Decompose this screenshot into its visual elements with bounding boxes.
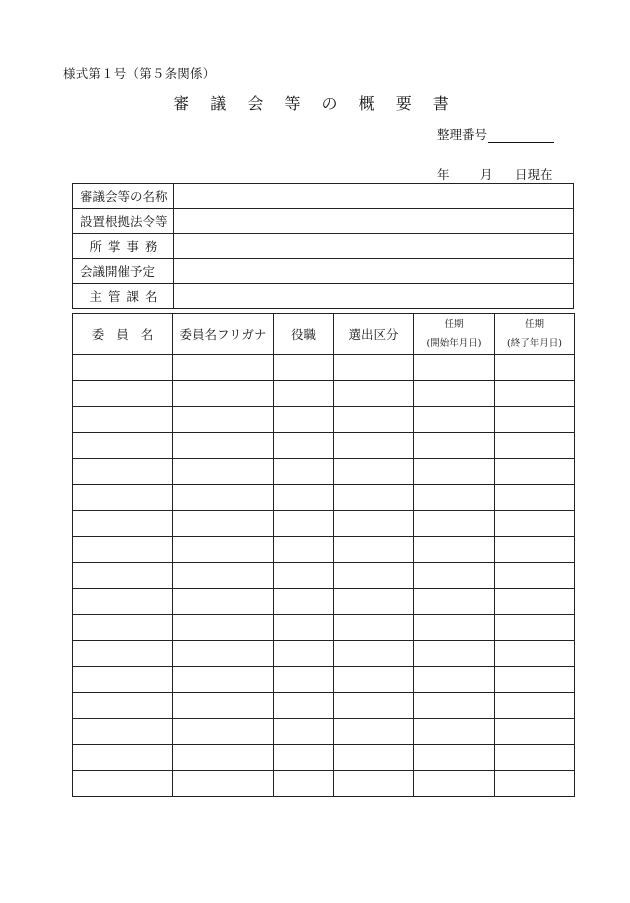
header-member-name: 委員名 bbox=[73, 314, 173, 355]
member-term-start-cell[interactable] bbox=[414, 355, 495, 381]
member-name-cell[interactable] bbox=[73, 641, 173, 667]
member-term-start-cell[interactable] bbox=[414, 693, 495, 719]
member-name-cell[interactable] bbox=[73, 433, 173, 459]
member-term-end-cell[interactable] bbox=[495, 615, 575, 641]
header-selection-category: 選出区分 bbox=[334, 314, 414, 355]
member-term-end-cell[interactable] bbox=[495, 459, 575, 485]
member-selection-cell[interactable] bbox=[334, 563, 414, 589]
header-member-furigana: 委員名フリガナ bbox=[173, 314, 274, 355]
member-term-end-cell[interactable] bbox=[495, 589, 575, 615]
member-row bbox=[73, 667, 575, 693]
member-position-cell[interactable] bbox=[274, 537, 334, 563]
header-term-end-sub: (終了年月日) bbox=[507, 337, 562, 349]
member-furigana-cell[interactable] bbox=[173, 485, 274, 511]
member-furigana-cell[interactable] bbox=[173, 511, 274, 537]
member-furigana-cell[interactable] bbox=[173, 615, 274, 641]
reference-number-row bbox=[437, 125, 554, 143]
member-term-end-cell[interactable] bbox=[495, 537, 575, 563]
member-row bbox=[73, 381, 575, 407]
member-name-cell[interactable] bbox=[73, 485, 173, 511]
member-position-cell[interactable] bbox=[274, 641, 334, 667]
member-term-start-cell[interactable] bbox=[414, 407, 495, 433]
member-row bbox=[73, 615, 575, 641]
member-position-cell[interactable] bbox=[274, 459, 334, 485]
member-term-end-cell[interactable] bbox=[495, 563, 575, 589]
member-selection-cell[interactable] bbox=[334, 381, 414, 407]
member-term-start-cell[interactable] bbox=[414, 589, 495, 615]
member-furigana-cell[interactable] bbox=[173, 355, 274, 381]
member-furigana-cell[interactable] bbox=[173, 667, 274, 693]
member-furigana-cell[interactable] bbox=[173, 459, 274, 485]
member-position-cell[interactable] bbox=[274, 433, 334, 459]
member-position-cell[interactable] bbox=[274, 485, 334, 511]
member-position-cell[interactable] bbox=[274, 693, 334, 719]
summary-label: 所掌事務 bbox=[73, 234, 174, 259]
summary-value-field[interactable] bbox=[174, 284, 574, 309]
member-selection-cell[interactable] bbox=[334, 641, 414, 667]
member-position-cell[interactable] bbox=[274, 667, 334, 693]
member-name-cell[interactable] bbox=[73, 693, 173, 719]
member-row bbox=[73, 693, 575, 719]
member-rows bbox=[73, 355, 575, 797]
member-row bbox=[73, 485, 575, 511]
member-selection-cell[interactable] bbox=[334, 511, 414, 537]
member-row bbox=[73, 719, 575, 745]
member-position-cell[interactable] bbox=[274, 615, 334, 641]
member-selection-cell[interactable] bbox=[334, 433, 414, 459]
date-day-status-label: 日現在 bbox=[515, 167, 553, 182]
member-term-start-cell[interactable] bbox=[414, 719, 495, 745]
summary-value-field[interactable] bbox=[174, 234, 574, 259]
summary-row-legal-basis bbox=[73, 209, 574, 234]
member-row bbox=[73, 641, 575, 667]
member-term-start-cell[interactable] bbox=[414, 615, 495, 641]
summary-value-field[interactable] bbox=[174, 184, 574, 209]
member-selection-cell[interactable] bbox=[334, 745, 414, 771]
member-term-start-cell[interactable] bbox=[414, 459, 495, 485]
header-term-start-sub: (開始年月日) bbox=[426, 337, 482, 349]
member-name-cell[interactable] bbox=[73, 719, 173, 745]
member-term-end-cell[interactable] bbox=[495, 381, 575, 407]
header-term-end-title: 任期 bbox=[524, 318, 544, 330]
member-term-end-cell[interactable] bbox=[495, 641, 575, 667]
member-selection-cell[interactable] bbox=[334, 589, 414, 615]
member-name-cell[interactable] bbox=[73, 537, 173, 563]
member-name-cell[interactable] bbox=[73, 459, 173, 485]
summary-table bbox=[72, 183, 574, 309]
member-term-end-cell[interactable] bbox=[495, 693, 575, 719]
member-furigana-cell[interactable] bbox=[173, 563, 274, 589]
header-term-start-title: 任期 bbox=[444, 318, 464, 330]
member-furigana-cell[interactable] bbox=[173, 589, 274, 615]
header-term-start bbox=[414, 314, 495, 355]
header-position: 役職 bbox=[274, 314, 334, 355]
member-term-start-cell[interactable] bbox=[414, 745, 495, 771]
member-selection-cell[interactable] bbox=[334, 355, 414, 381]
reference-number-field[interactable] bbox=[488, 129, 554, 143]
summary-row-duties bbox=[73, 234, 574, 259]
member-term-start-cell[interactable] bbox=[414, 641, 495, 667]
member-term-start-cell[interactable] bbox=[414, 511, 495, 537]
member-row bbox=[73, 355, 575, 381]
member-position-cell[interactable] bbox=[274, 407, 334, 433]
member-term-end-cell[interactable] bbox=[495, 745, 575, 771]
member-furigana-cell[interactable] bbox=[173, 745, 274, 771]
member-name-cell[interactable] bbox=[73, 563, 173, 589]
header-term-end bbox=[495, 314, 575, 355]
member-furigana-cell[interactable] bbox=[173, 537, 274, 563]
member-row bbox=[73, 511, 575, 537]
member-furigana-cell[interactable] bbox=[173, 433, 274, 459]
member-selection-cell[interactable] bbox=[334, 771, 414, 797]
member-row bbox=[73, 407, 575, 433]
member-row bbox=[73, 589, 575, 615]
summary-value-field[interactable] bbox=[174, 209, 574, 234]
member-table-header bbox=[73, 314, 575, 355]
member-selection-cell[interactable] bbox=[334, 615, 414, 641]
member-selection-cell[interactable] bbox=[334, 667, 414, 693]
member-name-cell[interactable] bbox=[73, 407, 173, 433]
summary-label: 審議会等の名称 bbox=[73, 184, 174, 209]
member-position-cell[interactable] bbox=[274, 745, 334, 771]
member-position-cell[interactable] bbox=[274, 563, 334, 589]
date-year-label: 年 bbox=[437, 167, 450, 182]
member-term-end-cell[interactable] bbox=[495, 667, 575, 693]
member-term-end-cell[interactable] bbox=[495, 407, 575, 433]
member-term-start-cell[interactable] bbox=[414, 771, 495, 797]
member-name-cell[interactable] bbox=[73, 589, 173, 615]
member-term-start-cell[interactable] bbox=[414, 485, 495, 511]
member-name-cell[interactable] bbox=[73, 381, 173, 407]
form-number: 様式第１号（第５条関係） bbox=[63, 66, 216, 81]
member-position-cell[interactable] bbox=[274, 381, 334, 407]
member-term-start-cell[interactable] bbox=[414, 433, 495, 459]
member-row bbox=[73, 459, 575, 485]
member-position-cell[interactable] bbox=[274, 719, 334, 745]
member-name-cell[interactable] bbox=[73, 615, 173, 641]
member-term-end-cell[interactable] bbox=[495, 485, 575, 511]
member-furigana-cell[interactable] bbox=[173, 771, 274, 797]
member-furigana-cell[interactable] bbox=[173, 381, 274, 407]
member-term-start-cell[interactable] bbox=[414, 381, 495, 407]
summary-row-meeting-schedule bbox=[73, 259, 574, 284]
member-term-start-cell[interactable] bbox=[414, 537, 495, 563]
member-selection-cell[interactable] bbox=[334, 693, 414, 719]
member-row bbox=[73, 433, 575, 459]
member-position-cell[interactable] bbox=[274, 771, 334, 797]
member-name-cell[interactable] bbox=[73, 355, 173, 381]
member-selection-cell[interactable] bbox=[334, 459, 414, 485]
member-position-cell[interactable] bbox=[274, 589, 334, 615]
member-term-end-cell[interactable] bbox=[495, 511, 575, 537]
member-position-cell[interactable] bbox=[274, 511, 334, 537]
member-row bbox=[73, 771, 575, 797]
summary-label: 主管課名 bbox=[73, 284, 174, 309]
member-row bbox=[73, 537, 575, 563]
member-selection-cell[interactable] bbox=[334, 407, 414, 433]
member-row bbox=[73, 563, 575, 589]
member-furigana-cell[interactable] bbox=[173, 641, 274, 667]
reference-number-label: 整理番号 bbox=[437, 127, 488, 142]
member-furigana-cell[interactable] bbox=[173, 407, 274, 433]
member-term-start-cell[interactable] bbox=[414, 563, 495, 589]
member-term-end-cell[interactable] bbox=[495, 771, 575, 797]
member-term-end-cell[interactable] bbox=[495, 355, 575, 381]
summary-value-field[interactable] bbox=[174, 259, 574, 284]
summary-row-council-name bbox=[73, 184, 574, 209]
member-term-end-cell[interactable] bbox=[495, 433, 575, 459]
member-selection-cell[interactable] bbox=[334, 719, 414, 745]
member-row bbox=[73, 745, 575, 771]
member-selection-cell[interactable] bbox=[334, 537, 414, 563]
member-position-cell[interactable] bbox=[274, 355, 334, 381]
member-furigana-cell[interactable] bbox=[173, 719, 274, 745]
member-selection-cell[interactable] bbox=[334, 485, 414, 511]
summary-label: 会議開催予定 bbox=[73, 259, 174, 284]
member-term-start-cell[interactable] bbox=[414, 667, 495, 693]
document-title: 審 議 会 等 の 概 要 書 bbox=[173, 94, 457, 113]
member-name-cell[interactable] bbox=[73, 745, 173, 771]
member-furigana-cell[interactable] bbox=[173, 693, 274, 719]
member-term-end-cell[interactable] bbox=[495, 719, 575, 745]
member-name-cell[interactable] bbox=[73, 667, 173, 693]
member-name-cell[interactable] bbox=[73, 771, 173, 797]
summary-row-department bbox=[73, 284, 574, 309]
summary-label: 設置根拠法令等 bbox=[73, 209, 174, 234]
member-name-cell[interactable] bbox=[73, 511, 173, 537]
date-month-label: 月 bbox=[480, 167, 493, 182]
member-table bbox=[72, 313, 575, 797]
